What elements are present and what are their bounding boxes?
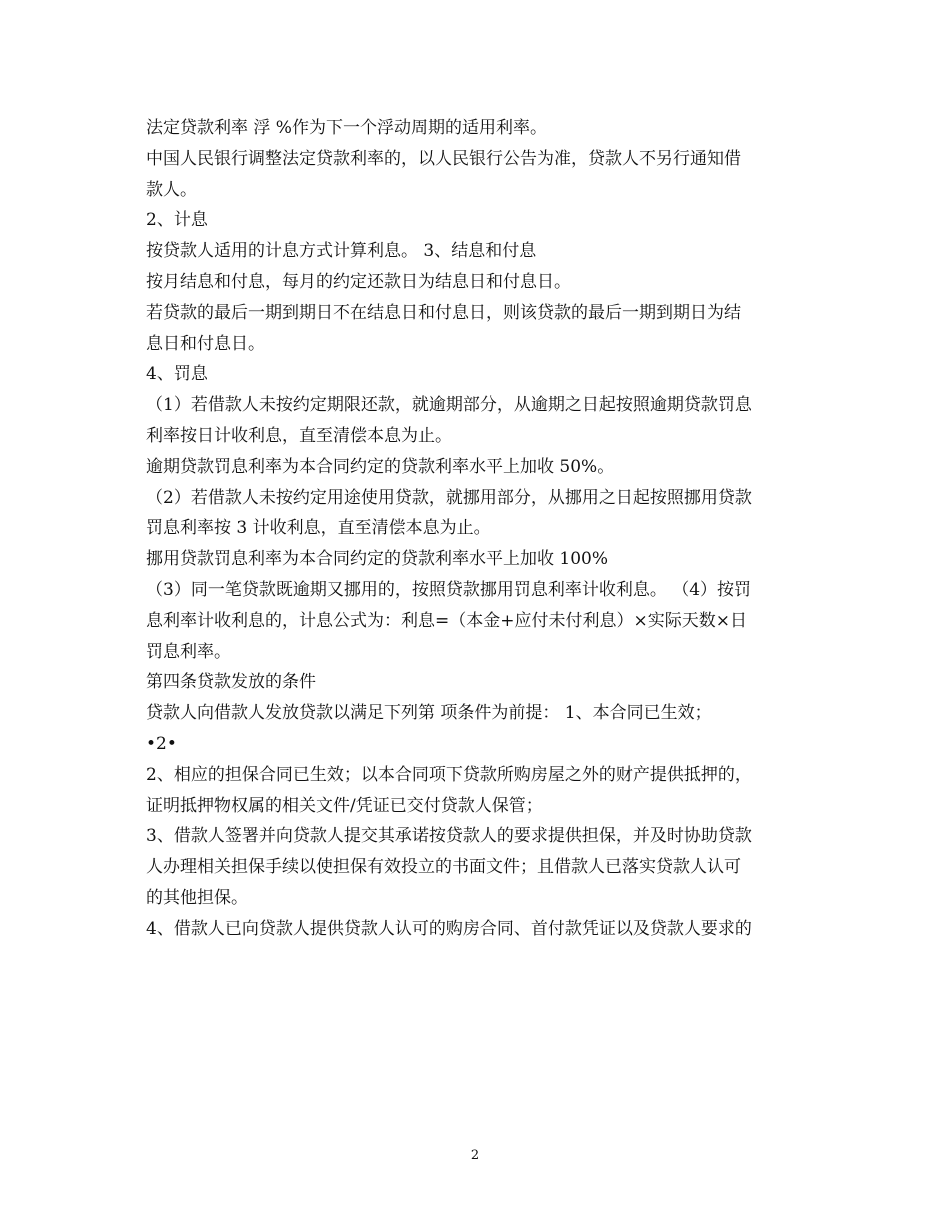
text-line: 若贷款的最后一期到期日不在结息日和付息日，则该贷款的最后一期到期日为结 xyxy=(146,302,741,323)
text-line: （3）同一笔贷款既逾期又挪用的，按照贷款挪用罚息利率计收利息。 （4）按罚 xyxy=(146,579,752,600)
text-line: 中国人民银行调整法定贷款利率的，以人民银行公告为准，贷款人不另行通知借 xyxy=(146,148,741,169)
text-line: 罚息利率按 3 计收利息，直至清偿本息为止。 xyxy=(146,518,491,539)
text-line: 息利率计收利息的，计息公式为：利息=（本金+应付未付利息）×实际天数×日 xyxy=(146,610,747,631)
text-line: 3、借款人签署并向贷款人提交其承诺按贷款人的要求提供担保，并及时协助贷款 xyxy=(146,826,752,847)
text-line: 4、借款人已向贷款人提供贷款人认可的购房合同、首付款凭证以及贷款人要求的 xyxy=(146,918,752,939)
body-text xyxy=(146,113,811,945)
text-line: 人办理相关担保手续以使担保有效投立的书面文件；且借款人已落实贷款人认可 xyxy=(146,857,741,878)
text-line: 挪用贷款罚息利率为本合同约定的贷款利率水平上加收 100% xyxy=(146,549,609,570)
text-line: 罚息利率。 xyxy=(146,641,231,662)
text-line: （1）若借款人未按约定期限还款，就逾期部分，从逾期之日起按照逾期贷款罚息 xyxy=(146,395,752,416)
text-line: 利率按日计收利息，直至清偿本息为止。 xyxy=(146,425,452,446)
text-line: 证明抵押物权属的相关文件/凭证已交付贷款人保管； xyxy=(146,795,543,816)
section-heading: 2、计息 xyxy=(146,210,208,231)
text-line: 款人。 xyxy=(146,179,197,200)
text-line: 2、相应的担保合同已生效；以本合同项下贷款所购房屋之外的财产提供抵押的， xyxy=(146,764,752,785)
text-line: 息日和付息日。 xyxy=(146,333,265,354)
page-number: 2 xyxy=(470,1148,480,1163)
section-heading: 第四条贷款发放的条件 xyxy=(146,672,316,693)
text-line: 按月结息和付息，每月的约定还款日为结息日和付息日。 xyxy=(146,271,571,292)
text-line: （2）若借款人未按约定用途使用贷款，就挪用部分，从挪用之日起按照挪用贷款 xyxy=(146,487,752,508)
text-line: 的其他担保。 xyxy=(146,887,248,908)
section-heading: 4、罚息 xyxy=(146,364,208,385)
text-line: 法定贷款利率 浮 %作为下一个浮动周期的适用利率。 xyxy=(146,118,547,138)
text-line: 贷款人向借款人发放贷款以满足下列第 项条件为前提： 1、本合同已生效； xyxy=(146,703,712,724)
inline-page-marker: •2• xyxy=(146,733,177,754)
text-line: 逾期贷款罚息利率为本合同约定的贷款利率水平上加收 50%。 xyxy=(146,456,615,477)
text-line: 按贷款人适用的计息方式计算利息。 3、结息和付息 xyxy=(146,241,537,262)
